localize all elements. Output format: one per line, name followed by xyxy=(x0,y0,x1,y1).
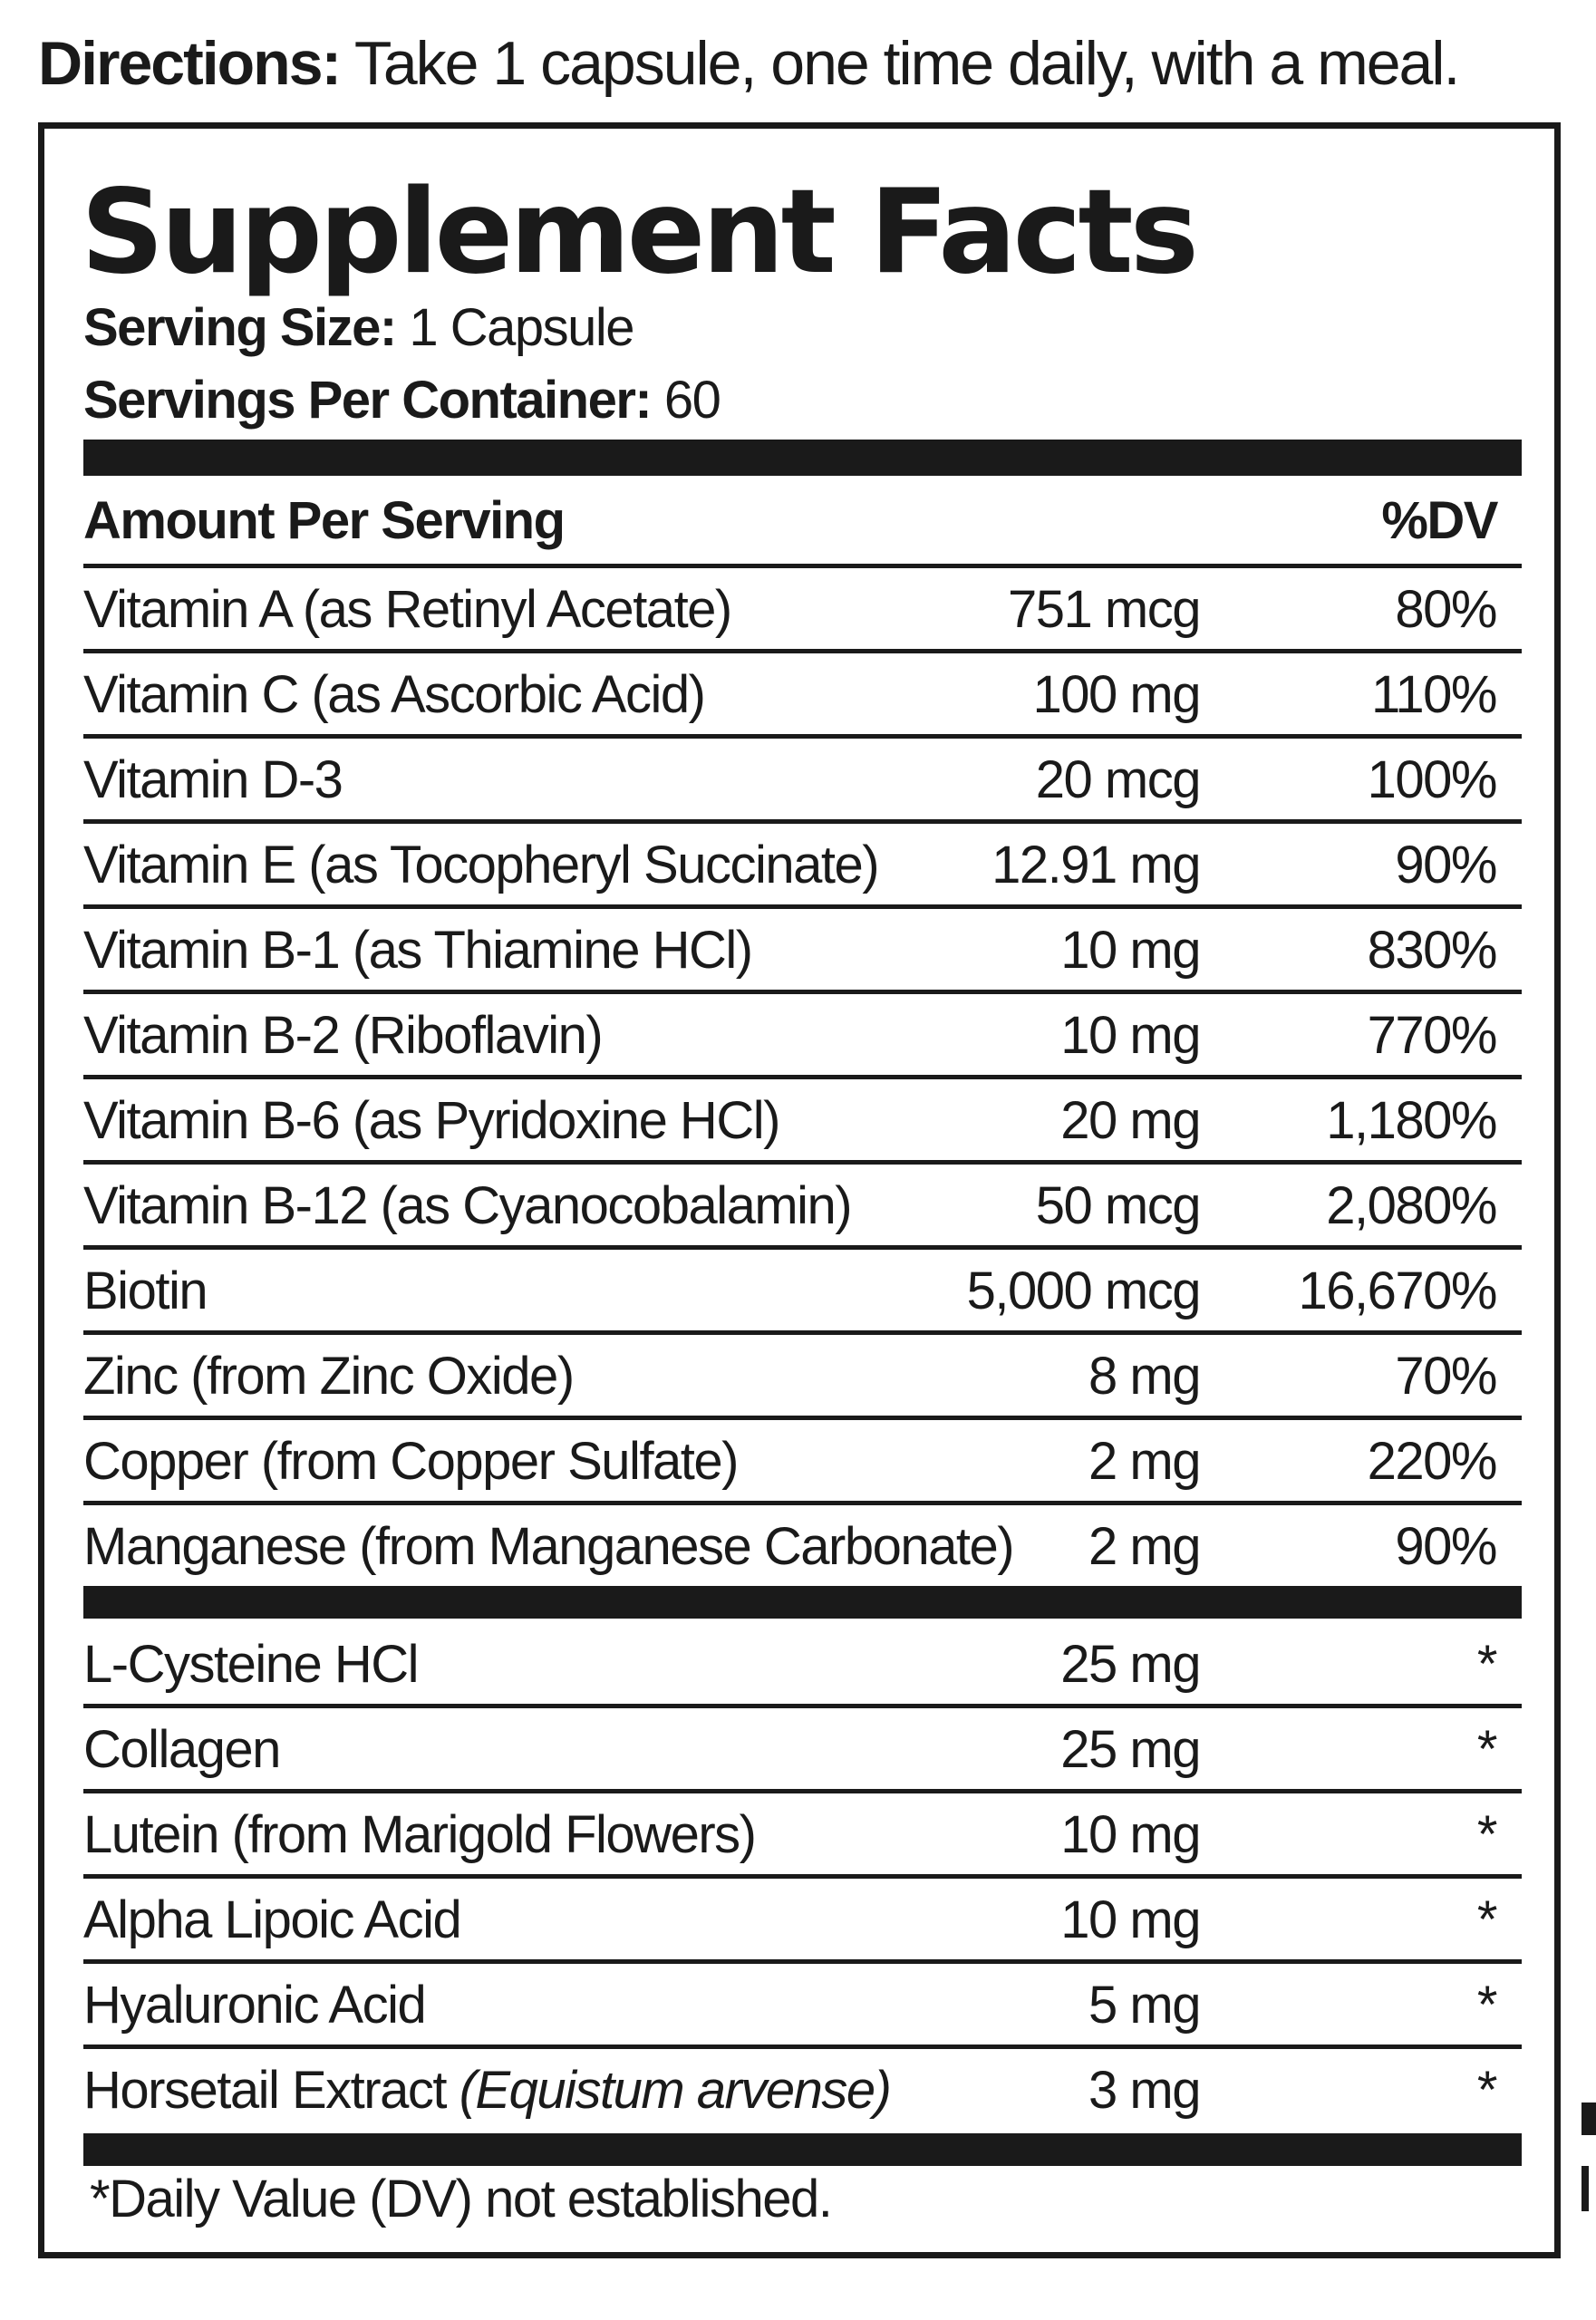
table-row xyxy=(83,819,1522,904)
ingredient-dv: * xyxy=(1476,1720,1496,1779)
nutrient-name: Vitamin C (as Ascorbic Acid) xyxy=(83,665,705,724)
ingredient-amount: 10 mg xyxy=(1060,1805,1200,1864)
ingredient-amount: 3 mg xyxy=(1088,2061,1200,2120)
nutrient-amount: 2 mg xyxy=(1088,1432,1200,1491)
nutrient-amount: 12.91 mg xyxy=(991,836,1200,894)
ingredient-amount: 10 mg xyxy=(1060,1890,1200,1949)
servings-per-container-value: 60 xyxy=(663,371,721,430)
nutrient-name: Vitamin B-6 (as Pyridoxine HCl) xyxy=(83,1091,779,1150)
nutrient-dv: 110% xyxy=(1370,665,1496,724)
nutrient-amount: 50 mcg xyxy=(1035,1176,1200,1235)
nutrient-amount: 10 mg xyxy=(1060,921,1200,980)
nutrient-amount: 5,000 mcg xyxy=(966,1262,1200,1320)
ingredient-amount: 5 mg xyxy=(1088,1976,1200,2035)
nutrient-amount: 10 mg xyxy=(1060,1006,1200,1065)
ingredient-dv: * xyxy=(1476,1635,1496,1694)
table-row xyxy=(83,1245,1522,1330)
nutrient-dv: 100% xyxy=(1367,750,1496,809)
nutrient-amount: 2 mg xyxy=(1088,1517,1200,1576)
panel-title: Supplement Facts xyxy=(81,165,1195,300)
nutrient-name: Zinc (from Zinc Oxide) xyxy=(83,1347,574,1406)
nutrient-dv: 90% xyxy=(1395,836,1496,894)
table-row xyxy=(83,1501,1522,1586)
nutrient-dv: 1,180% xyxy=(1326,1091,1496,1150)
ingredient-name-main: Horsetail Extract xyxy=(83,2061,446,2120)
table-row xyxy=(83,990,1522,1075)
row-divider xyxy=(83,1704,1522,1708)
table-row xyxy=(83,1874,1522,1959)
nutrient-dv: 90% xyxy=(1395,1517,1496,1576)
directions-label: Directions: xyxy=(38,29,341,98)
thick-divider-bottom xyxy=(83,2133,1522,2166)
table-row xyxy=(83,1619,1522,1704)
other-ingredients-list xyxy=(83,1619,1522,2130)
ingredient-dv: * xyxy=(1476,1805,1496,1864)
directions xyxy=(38,20,1458,107)
table-row xyxy=(83,1160,1522,1245)
nutrient-dv: 770% xyxy=(1367,1006,1496,1065)
nutrient-name: Vitamin E (as Tocopheryl Succinate) xyxy=(83,836,879,894)
nutrient-name: Vitamin B-2 (Riboflavin) xyxy=(83,1006,603,1065)
nutrient-dv: 830% xyxy=(1367,921,1496,980)
nutrient-amount: 100 mg xyxy=(1032,665,1200,724)
nutrient-dv: 220% xyxy=(1367,1432,1496,1491)
amount-per-serving-header: Amount Per Serving xyxy=(83,491,565,550)
thick-divider-middle xyxy=(83,1586,1522,1619)
table-row xyxy=(83,904,1522,990)
nutrient-name: Manganese (from Manganese Carbonate) xyxy=(83,1517,1014,1576)
ingredient-dv: * xyxy=(1476,1976,1496,2035)
adjacent-panel-edge xyxy=(1581,2102,1596,2135)
nutrient-amount: 20 mcg xyxy=(1035,750,1200,809)
thick-divider-top xyxy=(83,440,1522,476)
ingredient-name: Hyaluronic Acid xyxy=(83,1976,426,2035)
nutrient-name: Vitamin B-12 (as Cyanocobalamin) xyxy=(83,1176,852,1235)
ingredient-amount: 25 mg xyxy=(1060,1720,1200,1779)
nutrient-dv: 2,080% xyxy=(1326,1176,1496,1235)
nutrient-name: Vitamin D-3 xyxy=(83,750,343,809)
ingredient-amount: 25 mg xyxy=(1060,1635,1200,1694)
nutrient-name: Vitamin B-1 (as Thiamine HCl) xyxy=(83,921,752,980)
nutrient-dv: 16,670% xyxy=(1298,1262,1496,1320)
ingredient-name: Alpha Lipoic Acid xyxy=(83,1890,461,1949)
ingredient-dv: * xyxy=(1476,2061,1496,2120)
ingredient-name: Collagen xyxy=(83,1720,280,1779)
ingredient-name xyxy=(83,2048,890,2133)
dv-header: %DV xyxy=(1381,491,1497,550)
table-row xyxy=(83,564,1522,649)
table-row xyxy=(83,1075,1522,1160)
table-row xyxy=(83,1330,1522,1416)
table-row xyxy=(83,1789,1522,1874)
vitamins-minerals-list xyxy=(83,564,1522,1586)
ingredient-dv: * xyxy=(1476,1890,1496,1949)
serving-size xyxy=(83,292,634,364)
table-row xyxy=(83,1959,1522,2044)
directions-text: Take 1 capsule, one time daily, with a meal. xyxy=(353,29,1459,98)
amount-header-row xyxy=(83,478,1497,564)
adjacent-panel-edge-text xyxy=(1581,2166,1589,2211)
nutrient-name: Biotin xyxy=(83,1262,208,1320)
nutrient-dv: 80% xyxy=(1395,580,1496,639)
nutrient-amount: 20 mg xyxy=(1060,1091,1200,1150)
ingredient-name: Lutein (from Marigold Flowers) xyxy=(83,1805,756,1864)
servings-per-container xyxy=(83,364,720,437)
nutrient-name: Vitamin A (as Retinyl Acetate) xyxy=(83,580,731,639)
footnote: *Daily Value (DV) not established. xyxy=(90,2170,832,2228)
nutrient-amount: 751 mcg xyxy=(1008,580,1200,639)
table-row xyxy=(83,1704,1522,1789)
serving-size-value: 1 Capsule xyxy=(409,298,634,357)
table-row xyxy=(83,1416,1522,1501)
servings-per-container-label: Servings Per Container: xyxy=(83,371,652,430)
table-row xyxy=(83,734,1522,819)
serving-size-label: Serving Size: xyxy=(83,298,396,357)
nutrient-amount: 8 mg xyxy=(1088,1347,1200,1406)
nutrient-dv: 70% xyxy=(1395,1347,1496,1406)
ingredient-name-latin: (Equistum arvense) xyxy=(459,2061,891,2120)
ingredient-name: L-Cysteine HCl xyxy=(83,1635,418,1694)
nutrient-name: Copper (from Copper Sulfate) xyxy=(83,1432,738,1491)
supplement-facts-panel xyxy=(38,122,1561,2258)
table-row xyxy=(83,649,1522,734)
table-row xyxy=(83,2044,1522,2130)
